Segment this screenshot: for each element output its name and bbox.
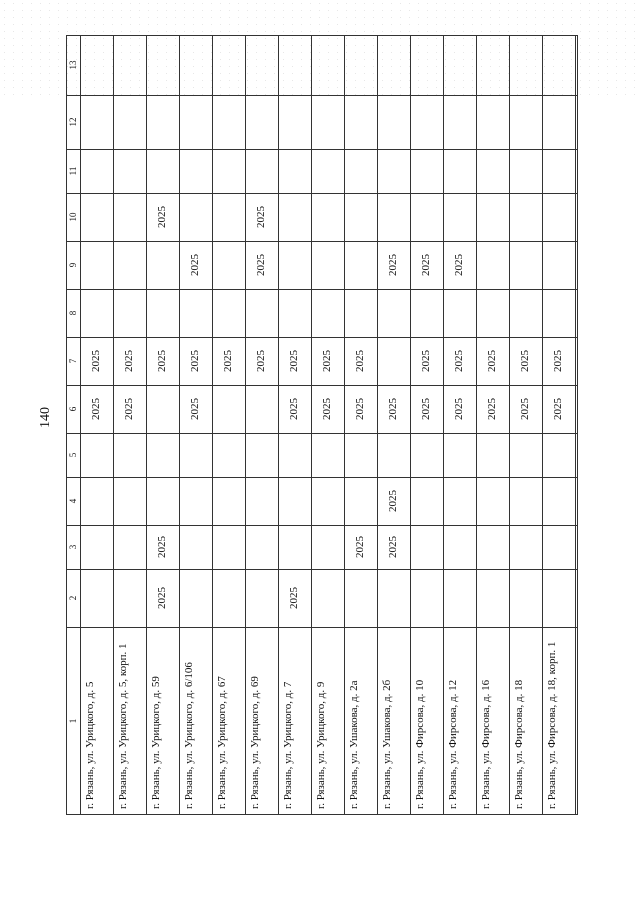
address-cell: г. Рязань, ул. Урицкого, д. 69 xyxy=(249,676,261,809)
year-cell: 2025 xyxy=(387,254,399,276)
column-header: 11 xyxy=(68,166,78,176)
year-cell: 2025 xyxy=(387,490,399,512)
year-cell: 2025 xyxy=(255,206,267,228)
year-cell: 2025 xyxy=(321,350,333,372)
year-cell: 2025 xyxy=(255,254,267,276)
column-divider xyxy=(66,95,578,96)
column-header: 6 xyxy=(68,406,78,412)
column-header: 12 xyxy=(68,117,78,127)
year-cell: 2025 xyxy=(420,254,432,276)
address-cell: г. Рязань, ул. Урицкого, д. 5, корп. 1 xyxy=(117,643,129,809)
year-cell: 2025 xyxy=(321,398,333,420)
address-cell: г. Рязань, ул. Фирсова, д. 16 xyxy=(480,679,492,809)
year-cell: 2025 xyxy=(90,350,102,372)
year-cell: 2025 xyxy=(354,536,366,558)
column-divider xyxy=(66,337,578,338)
column-divider xyxy=(66,385,578,386)
year-cell: 2025 xyxy=(486,398,498,420)
column-header: 1 xyxy=(68,718,78,724)
column-divider xyxy=(66,627,578,628)
year-cell: 2025 xyxy=(354,350,366,372)
column-header: 2 xyxy=(68,595,78,601)
year-cell: 2025 xyxy=(453,350,465,372)
year-cell: 2025 xyxy=(255,350,267,372)
year-cell: 2025 xyxy=(90,398,102,420)
column-divider xyxy=(66,525,578,526)
year-cell: 2025 xyxy=(486,350,498,372)
address-cell: г. Рязань, ул. Урицкого, д. 67 xyxy=(216,676,228,809)
column-header: 8 xyxy=(68,310,78,316)
year-cell: 2025 xyxy=(156,206,168,228)
year-cell: 2025 xyxy=(519,398,531,420)
year-cell: 2025 xyxy=(453,398,465,420)
year-cell: 2025 xyxy=(387,398,399,420)
year-cell: 2025 xyxy=(420,350,432,372)
column-header: 5 xyxy=(68,452,78,458)
year-cell: 2025 xyxy=(420,398,432,420)
year-cell: 2025 xyxy=(387,536,399,558)
address-cell: г. Рязань, ул. Урицкого, д. 5 xyxy=(84,681,96,809)
year-cell: 2025 xyxy=(123,398,135,420)
year-cell: 2025 xyxy=(156,536,168,558)
page-number-text: 140 xyxy=(38,407,53,428)
year-cell: 2025 xyxy=(519,350,531,372)
year-cell: 2025 xyxy=(156,350,168,372)
row-divider xyxy=(575,35,576,815)
column-header: 7 xyxy=(68,358,78,364)
column-divider xyxy=(66,569,578,570)
address-cell: г. Рязань, ул. Урицкого, д. 59 xyxy=(150,676,162,809)
year-cell: 2025 xyxy=(189,350,201,372)
year-cell: 2025 xyxy=(552,350,564,372)
year-cell: 2025 xyxy=(189,398,201,420)
year-cell: 2025 xyxy=(288,398,300,420)
column-divider xyxy=(66,433,578,434)
address-cell: г. Рязань, ул. Фирсова, д. 10 xyxy=(414,679,426,809)
year-cell: 2025 xyxy=(354,398,366,420)
address-cell: г. Рязань, ул. Урицкого, д. 7 xyxy=(282,681,294,809)
year-cell: 2025 xyxy=(123,350,135,372)
year-cell: 2025 xyxy=(222,350,234,372)
address-cell: г. Рязань, ул. Ушакова, д. 2б xyxy=(381,679,393,809)
address-cell: г. Рязань, ул. Фирсова, д. 18 xyxy=(513,679,525,809)
column-divider xyxy=(66,289,578,290)
column-divider xyxy=(66,477,578,478)
address-cell: г. Рязань, ул. Фирсова, д. 18, корп. 1 xyxy=(546,641,558,809)
schedule-table xyxy=(66,35,578,815)
column-header: 3 xyxy=(68,544,78,550)
column-header: 13 xyxy=(68,60,78,70)
column-header: 9 xyxy=(68,262,78,268)
page-number xyxy=(38,407,54,428)
year-cell: 2025 xyxy=(288,587,300,609)
column-header: 4 xyxy=(68,498,78,504)
year-cell: 2025 xyxy=(453,254,465,276)
column-divider xyxy=(66,193,578,194)
year-cell: 2025 xyxy=(288,350,300,372)
year-cell: 2025 xyxy=(552,398,564,420)
address-cell: г. Рязань, ул. Урицкого, д. 6/106 xyxy=(183,662,195,809)
column-divider xyxy=(66,241,578,242)
address-cell: г. Рязань, ул. Ушакова, д. 2а xyxy=(348,680,360,809)
address-cell: г. Рязань, ул. Урицкого, д. 9 xyxy=(315,681,327,809)
year-cell: 2025 xyxy=(156,587,168,609)
column-header: 10 xyxy=(68,212,78,222)
year-cell: 2025 xyxy=(189,254,201,276)
column-divider xyxy=(66,149,578,150)
address-cell: г. Рязань, ул. Фирсова, д. 12 xyxy=(447,679,459,809)
